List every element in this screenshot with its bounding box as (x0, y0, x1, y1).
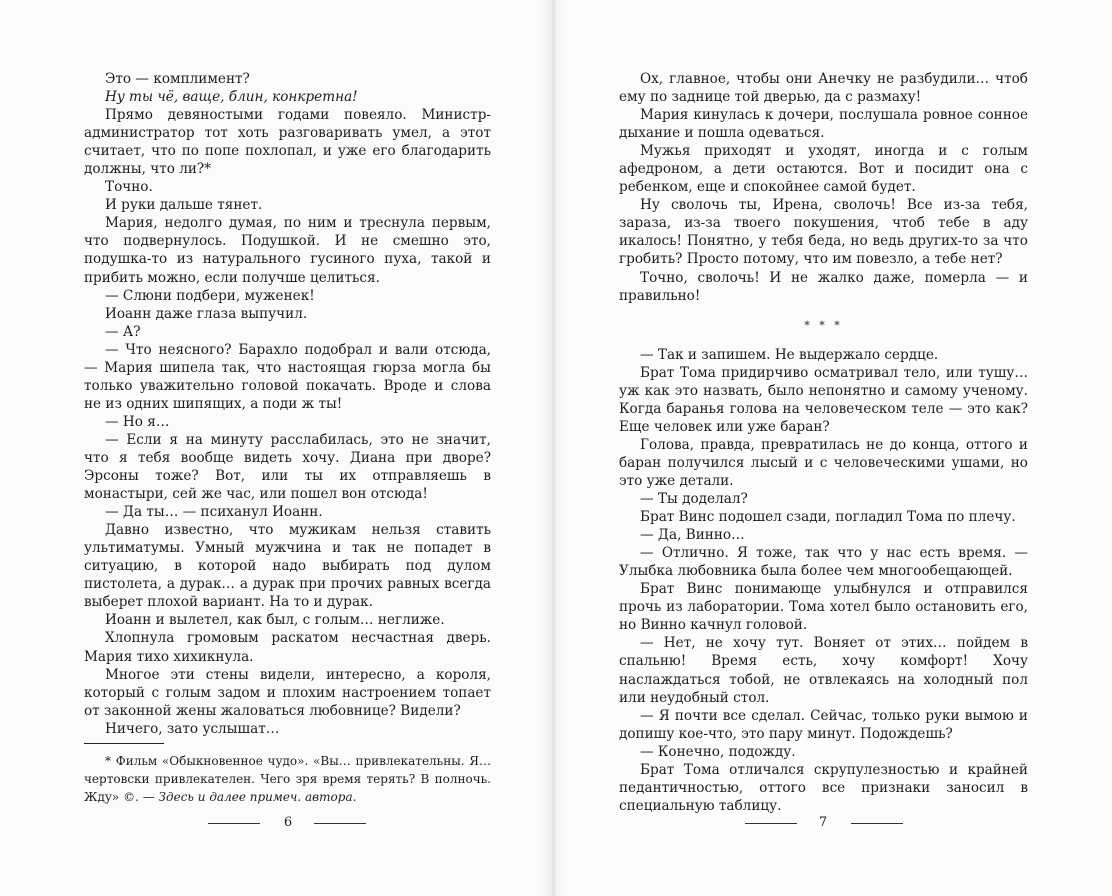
paragraph: Многое эти стены видели, интересно, а короля, который с голым задом и плохим настроением топает от законной жены жаловаться любовнице? Видели? (84, 666, 491, 719)
paragraph: Ну сволочь ты, Ирена, сволочь! Все из-за тебя, зараза, из-за твоего покушения, чтоб тебе в аду икалось! Понятно, у тебя беда, но ведь других-то за что гробить? Просто потому, что им повезло, а тебе нет? (619, 197, 1028, 268)
paragraph: Иоанн и вылетел, как был, с голым… неглиже. (105, 612, 445, 629)
paragraph: Брат Тома придирчиво осматривал тело, или тушу… уж как это назвать, было непонятно и самому ученому. Когда баранья голова на человеческом теле — это как? Еще человек или уже баран? (619, 364, 1028, 435)
footnote-author-note: Здесь и далее примеч. автора. (158, 790, 357, 804)
paragraph: — Да, Винно… (640, 527, 745, 544)
paragraph: — Нет, не хочу тут. Воняет от этих… пойдем в спальню! Время есть, хочу комфорт! Хочу наслаждаться тобой, не отвлекаясь на холодный пол или неудобный стол. (619, 635, 1028, 706)
paragraph: — Что неясного? Барахло подобрал и вали отсюда, — Мария шипела так, что настоящая гюрза могла бы только уважительно головой покачать. Вроде и слова не из одних шипящих, а поди ж ты! (84, 341, 491, 412)
paragraph: — Слюни подбери, муженек! (105, 287, 315, 304)
paragraph: — Отлично. Я тоже, так что у нас есть время. — Улыбка любовника была более чем многообещающей. (619, 545, 1028, 580)
paragraph: Ничего, зато услышат… (105, 720, 280, 737)
footnote-main: * Фильм «Обыкновенное чудо». «Вы… привлекательны. Я… чертовски привлекателен. Чего зря время терять? В полночь. Жду» ©. — (84, 754, 491, 804)
paragraph: Мария, недолго думая, по ним и треснула первым, что подвернулось. Подушкой. И не смешно это, подушка-то из натурального гусиного пуха, такой и прибить можно, если получше целиться. (84, 215, 491, 286)
paragraph: Прямо девяностыми годами повеяло. Министр-администратор тот хоть разговаривать умел, а этот считает, что по попе похлопал, и уже его благодарить должны, что ли?* (84, 107, 491, 178)
paragraph: — А? (105, 323, 141, 340)
right-page (553, 0, 1112, 896)
page-number-right: 7 (818, 815, 828, 830)
folio-rule-left (208, 823, 260, 824)
paragraph: — Я почти все сделал. Сейчас, только руки вымою и допишу кое-что, это пару минут. Подождешь? (619, 707, 1028, 742)
paragraph: — Если я на минуту расслабилась, это не значит, что я тебя вообще видеть хочу. Диана при дворе? Эрсоны тоже? Вот, или ты их отправляешь в монастыри, сей же час, или пошел вон отсюда! (84, 431, 491, 503)
paragraph: Голова, правда, превратилась не до конца, оттого и баран получился лысый и с человеческими ушами, но это уже детали. (619, 436, 1028, 489)
paragraph: Это — комплимент? (105, 71, 250, 87)
paragraph: Хлопнула громовым раскатом несчастная дверь. Мария тихо хихикнула. (84, 630, 491, 665)
left-page-text (84, 70, 491, 738)
right-page-text (619, 70, 1028, 815)
footnote-rule (84, 743, 164, 744)
paragraph: — Конечно, подожду. (640, 743, 796, 760)
paragraph: Ох, главное, чтобы они Анечку не разбудили… чтоб ему по заднице той дверью, да с размаху! (619, 71, 1028, 106)
left-page (0, 0, 553, 896)
paragraph: — Да ты… — психанул Иоанн. (105, 504, 323, 521)
folio-rule-left (745, 823, 797, 824)
paragraph: И руки дальше тянет. (105, 197, 263, 214)
page-number-left: 6 (283, 815, 293, 830)
paragraph: Точно, сволочь! И не жалко даже, померла — и правильно! (619, 269, 1028, 304)
footnote (84, 752, 491, 806)
paragraph: — Так и запишем. Не выдержало сердце. (640, 346, 939, 363)
footnote-text (84, 752, 491, 806)
paragraph: Брат Винс подошел сзади, погладил Тома по плечу. (640, 509, 1016, 526)
section-separator: * * * (804, 318, 843, 332)
folio-rule-right (314, 823, 366, 824)
paragraph: Иоанн даже глаза выпучил. (105, 305, 308, 322)
paragraph: — Но я… (105, 413, 170, 430)
paragraph: Брат Тома отличался скрупулезностью и крайней педантичностью, оттого все признаки заносил в специальную таблицу. (619, 761, 1028, 814)
paragraph: Давно известно, что мужикам нельзя ставить ультиматумы. Умный мужчина и так не попадет в ситуацию, в которой надо выбирать под дулом пистолета, а дурак… а дурак при прочих равных всегда выберет плохой вариант. На то и дурак. (84, 522, 491, 611)
paragraph: Мужья приходят и уходят, иногда и с голым афедроном, а дети остаются. Вот и посидит она с ребенком, еще и спокойнее самой будет. (619, 143, 1028, 196)
paragraph: Точно. (105, 179, 153, 196)
paragraph: — Ты доделал? (640, 491, 748, 508)
paragraph: Брат Винс понимающе улыбнулся и отправился прочь из лаборатории. Тома хотел было остановить его, но Винно качнул головой. (619, 581, 1028, 634)
folio-rule-right (851, 823, 903, 824)
paragraph: Мария кинулась к дочери, послушала ровное сонное дыхание и пошла одеваться. (619, 107, 1028, 142)
paragraph: Ну ты чё, ваще, блин, конкретна! (105, 89, 358, 106)
